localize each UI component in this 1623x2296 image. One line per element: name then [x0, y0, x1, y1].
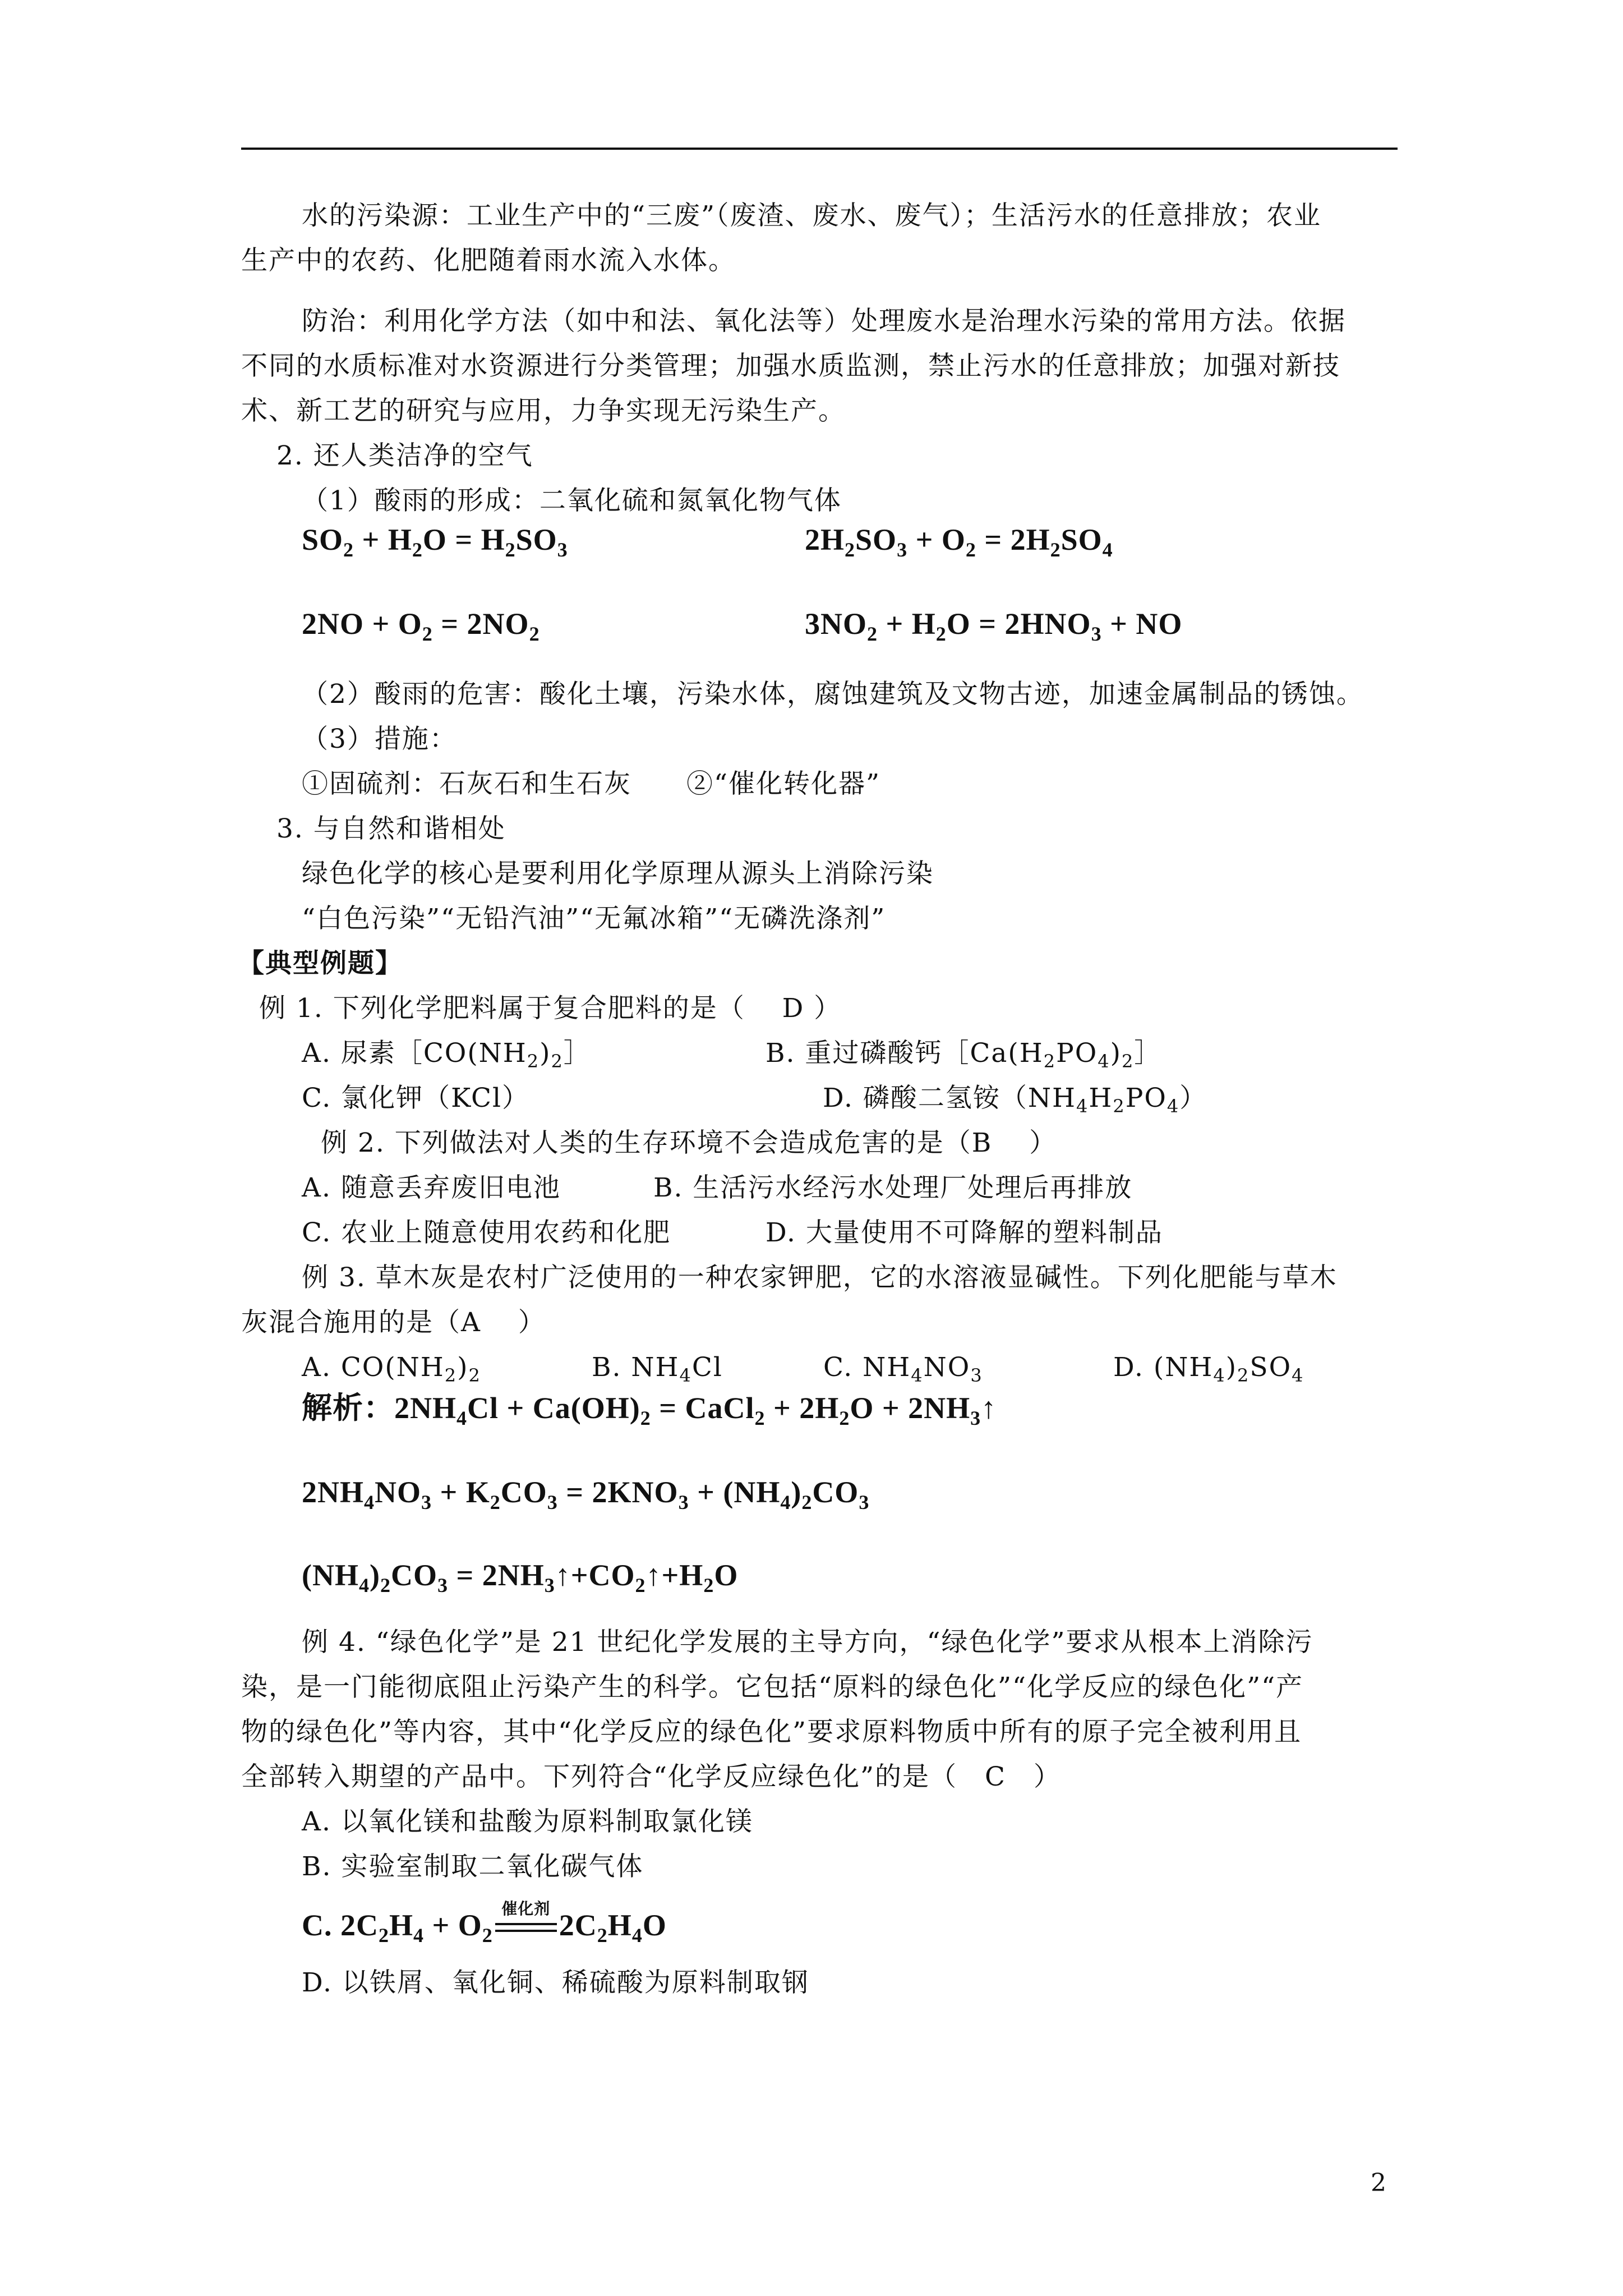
equation-term: H — [389, 1908, 414, 1942]
option-a: A. 以氧化镁和盐酸为原料制取氯化镁 — [302, 1806, 753, 1837]
equation-term: CO — [812, 1475, 859, 1509]
equation-subscript: 3 — [437, 1574, 448, 1596]
equation-subscript: 2 — [703, 1574, 714, 1596]
question-1: 例 1. 下列化学肥料属于复合肥料的是（ D ） — [259, 993, 842, 1024]
equation-subscript: 4 — [358, 1574, 370, 1596]
text-line: 物的绿色化”等内容，其中“化学反应的绿色化”要求原料物质中所有的原子完全被利用且 — [241, 1717, 1302, 1747]
equation-term: 2H — [805, 523, 845, 556]
option-c: C. 氯化钾（KCl） — [302, 1083, 530, 1114]
equation-subscript: 2 — [505, 539, 516, 561]
equation-h2so3 — [805, 517, 1113, 562]
equation-term: + H — [878, 607, 936, 641]
equation-nh4cl — [302, 1386, 997, 1430]
equation-term: O — [714, 1558, 739, 1592]
equation-term: 2NO + O — [302, 607, 422, 641]
section-heading: 2. 还人类洁净的空气 — [276, 440, 533, 471]
option-b: B. 重过磷酸钙$[Ca(H_2PO_4)_2]$ — [766, 1038, 1162, 1072]
text-line: 水的污染源：工业生产中的“三废”（废渣、废水、废气）；生活污水的任意排放；农业 — [302, 200, 1322, 231]
equation-subscript: 2 — [845, 539, 856, 561]
equation-subscript: 3 — [1091, 623, 1102, 645]
equation-term: SO — [855, 523, 897, 556]
equation-term: = 2H — [976, 523, 1050, 556]
equation-subscript: 4 — [364, 1491, 375, 1513]
text-line: 灰混合施用的是（A ） — [241, 1307, 546, 1338]
equation-subscript: 2 — [412, 539, 423, 561]
option-b: B. 生活污水经污水处理厂处理后再排放 — [653, 1172, 1133, 1203]
equation-subscript: 2 — [640, 1407, 651, 1429]
equation-term: SO — [515, 523, 557, 556]
equation-nh4no3 — [302, 1470, 869, 1515]
equation-term: 解析：2NH — [302, 1391, 457, 1425]
text-line: “白色污染”“无铅汽油”“无氟冰箱”“无磷洗涤剂” — [302, 903, 886, 934]
text-line: 不同的水质标准对水资源进行分类管理；加强水质监测，禁止污水的任意排放；加强对新技 — [241, 351, 1340, 381]
text-line: （2）酸雨的危害：酸化土壤，污染水体，腐蚀建筑及文物古迹，加速金属制品的锈蚀。 — [302, 679, 1364, 710]
question-4: 例 4. “绿色化学”是 21 世纪化学发展的主导方向，“绿色化学”要求从根本上消除污 — [302, 1627, 1313, 1658]
option-c: C. 农业上随意使用农药和化肥 — [302, 1217, 671, 1248]
text-line: 术、新工艺的研究与应用，力争实现无污染生产。 — [241, 395, 846, 426]
equation-term: = 2NH — [448, 1558, 545, 1592]
equation-term: ↑+CO — [555, 1558, 635, 1592]
equation-subscript: 3 — [970, 1407, 981, 1429]
equation-term: + NO — [1101, 607, 1183, 641]
text-line: 生产中的农药、化肥随着雨水流入水体。 — [241, 245, 736, 276]
equation-term: C. 2C — [302, 1908, 379, 1942]
equation-subscript: 2 — [754, 1407, 766, 1429]
text-line: ①固硫剂：石灰石和生石灰 ②“催化转化器” — [302, 769, 881, 799]
equation-so2 — [302, 517, 568, 562]
equation-term: ↑+H — [645, 1558, 704, 1592]
option-b: B. 实验室制取二氧化碳气体 — [302, 1851, 644, 1882]
equation-subscript: 2 — [635, 1574, 646, 1596]
equation-no — [302, 601, 540, 646]
equation-subscript: 4 — [1102, 539, 1113, 561]
equation-subscript: 3 — [547, 1491, 558, 1513]
equation-subscript: 2 — [597, 1924, 608, 1947]
equation-term: = 2KNO — [557, 1475, 679, 1509]
equation-c2h4 — [302, 1903, 667, 1948]
text-line: 绿色化学的核心是要利用化学原理从源头上消除污染 — [302, 858, 934, 889]
section-heading: 3. 与自然和谐相处 — [276, 813, 506, 844]
equation-subscript: 3 — [421, 1491, 432, 1513]
equation-term: Cl + Ca(OH) — [467, 1391, 640, 1425]
catalyst-label: 催化剂 — [501, 1901, 551, 1918]
equation-term: O — [642, 1908, 667, 1942]
equation-subscript: 3 — [859, 1491, 870, 1513]
equation-term: ) — [791, 1475, 802, 1509]
equation-subscript: 2 — [379, 1924, 389, 1947]
option-a: A. 尿素$[CO(NH_2)_2]$ — [302, 1038, 591, 1072]
equation-term: O = H — [422, 523, 505, 556]
equation-subscript: 2 — [839, 1407, 850, 1429]
text-line: （1）酸雨的形成：二氧化硫和氮氧化物气体 — [302, 485, 842, 516]
catalyst-arrow — [493, 1903, 559, 1948]
text-line: 全部转入期望的产品中。下列符合“化学反应绿色化”的是（ C ） — [241, 1761, 1062, 1792]
text-line: （3）措施： — [302, 724, 457, 754]
section-title: 【典型例题】 — [238, 948, 403, 979]
option-c: C. $NH_4NO_3$ — [823, 1352, 983, 1386]
equation-subscript: 3 — [678, 1491, 689, 1513]
page-number: 2 — [1371, 2169, 1386, 2197]
equation-subscript: 4 — [780, 1491, 791, 1513]
equation-term: ) — [369, 1558, 380, 1592]
option-d: D. 磷酸二氢铵$(NH_4H_2PO_4)$ — [823, 1083, 1207, 1117]
equation-subscript: 2 — [867, 623, 878, 645]
option-a: A. $CO(NH_2)_2$ — [302, 1352, 481, 1386]
equation-term: + H — [354, 523, 412, 556]
option-b: B. $NH_4Cl$ — [592, 1352, 723, 1386]
equation-term: + (NH — [689, 1475, 781, 1509]
equation-subscript: 2 — [529, 623, 540, 645]
equation-term: ↑ — [981, 1391, 997, 1425]
equation-term: + K — [432, 1475, 490, 1509]
equation-no2 — [805, 601, 1182, 646]
equation-subscript: 3 — [544, 1574, 555, 1596]
equation-term: O = 2HNO — [946, 607, 1091, 641]
equation-subscript: 2 — [801, 1491, 813, 1513]
option-d: D. $(NH_4)_2SO_4$ — [1113, 1352, 1304, 1386]
text-line: 防治：利用化学方法（如中和法、氧化法等）处理废水是治理水污染的常用方法。依据 — [302, 306, 1346, 337]
equation-subscript: 3 — [557, 539, 568, 561]
equation-subscript: 2 — [490, 1491, 501, 1513]
equation-subscript: 4 — [413, 1924, 425, 1947]
equation-subscript: 2 — [380, 1574, 391, 1596]
equation-subscript: 2 — [965, 539, 976, 561]
equation-subscript: 4 — [631, 1924, 643, 1947]
equation-term: 3NO — [805, 607, 867, 641]
equation-term: = 2NO — [432, 607, 529, 641]
equation-subscript: 2 — [343, 539, 354, 561]
equation-subscript: 2 — [935, 623, 947, 645]
equation-term: H — [607, 1908, 632, 1942]
option-d: D. 以铁屑、氧化铜、稀硫酸为原料制取钢 — [302, 1967, 809, 1998]
equation-term: = CaCl — [651, 1391, 755, 1425]
equation-term: + O — [907, 523, 966, 556]
equation-term: 2C — [559, 1908, 597, 1942]
text-line: 染，是一门能彻底阻止污染产生的科学。它包括“原料的绿色化”“化学反应的绿色化”“产 — [241, 1672, 1304, 1703]
option-d: D. 大量使用不可降解的塑料制品 — [766, 1217, 1163, 1248]
equation-term: + 2H — [765, 1391, 840, 1425]
equation-nh4-2co3 — [302, 1553, 738, 1598]
equation-term: + O — [424, 1908, 482, 1942]
equation-term: CO — [500, 1475, 547, 1509]
equation-term: SO — [1061, 523, 1103, 556]
question-3: 例 3. 草木灰是农村广泛使用的一种农家钾肥，它的水溶液显碱性。下列化肥能与草木 — [302, 1262, 1338, 1293]
equation-subscript: 2 — [482, 1924, 493, 1947]
equation-term: SO — [302, 523, 344, 556]
equation-subscript: 4 — [457, 1407, 467, 1429]
equation-term: O + 2NH — [850, 1391, 971, 1425]
option-a: A. 随意丢弃废旧电池 — [302, 1172, 561, 1203]
equation-subscript: 2 — [422, 623, 433, 645]
equation-term: CO — [390, 1558, 437, 1592]
equation-term: (NH — [302, 1558, 359, 1592]
equation-subscript: 3 — [897, 539, 908, 561]
equation-term: NO — [375, 1475, 421, 1509]
header-rule — [241, 148, 1398, 150]
question-2: 例 2. 下列做法对人类的生存环境不会造成危害的是（B ） — [321, 1128, 1057, 1158]
equation-subscript: 2 — [1050, 539, 1061, 561]
equation-term: 2NH — [302, 1475, 364, 1509]
